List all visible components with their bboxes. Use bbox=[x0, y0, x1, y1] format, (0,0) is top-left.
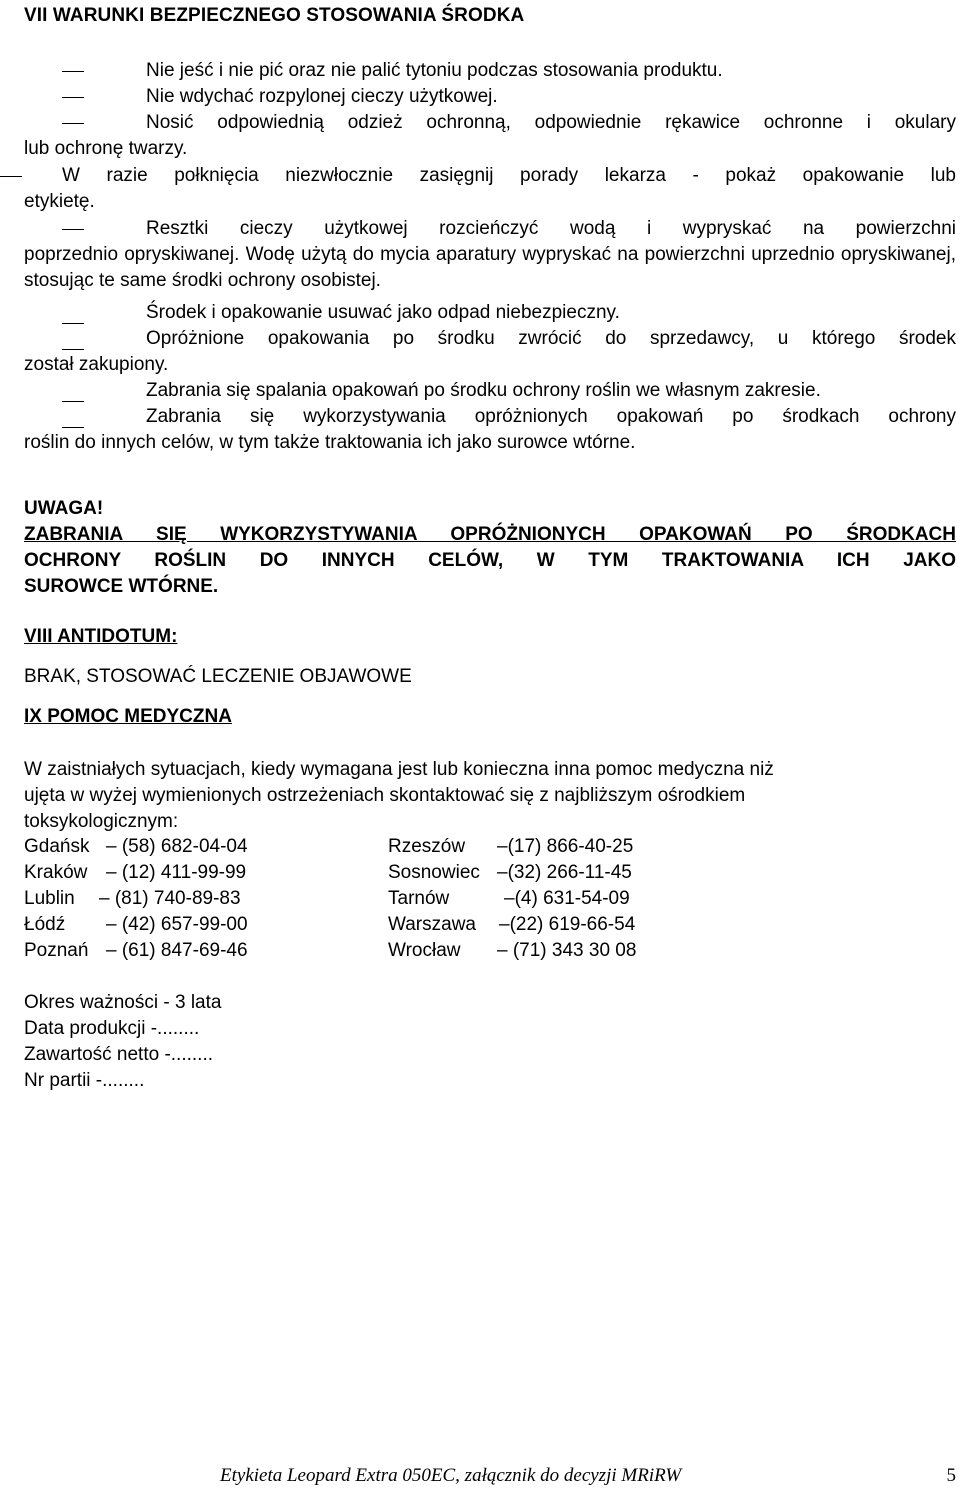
safety-item-text: Środek i opakowanie usuwać jako odpad niebezpieczny. bbox=[146, 302, 620, 323]
center-phone: – (61) 847-69-46 bbox=[106, 940, 248, 961]
center-phone: – (42) 657-99-00 bbox=[106, 914, 248, 935]
net-content: Zawartość netto -........ bbox=[24, 1044, 214, 1065]
center-city: Tarnów bbox=[388, 888, 450, 909]
center-city: Rzeszów bbox=[388, 836, 466, 857]
safety-item-continuation: roślin do innych celów, w tym także traktowania ich jako surowce wtórne. bbox=[24, 432, 636, 453]
safety-item-text: Nie jeść i nie pić oraz nie palić tytoniu podczas stosowania produktu. bbox=[146, 60, 723, 81]
center-city: Kraków bbox=[24, 862, 88, 883]
safety-item-text: Nosić odpowiednią odzież ochronną, odpowiednie rękawice ochronne i okulary bbox=[146, 112, 956, 133]
page-footer bbox=[220, 1464, 956, 1488]
production-date: Data produkcji -........ bbox=[24, 1018, 200, 1039]
batch-number: Nr partii -........ bbox=[24, 1070, 145, 1091]
center-phone: –(32) 266-11-45 bbox=[497, 862, 632, 883]
center-phone: –(17) 866-40-25 bbox=[497, 836, 634, 857]
center-city: Łódź bbox=[24, 914, 66, 935]
center-phone: – (71) 343 30 08 bbox=[497, 940, 637, 961]
center-phone: – (12) 411-99-99 bbox=[106, 862, 247, 883]
center-city: Poznań bbox=[24, 940, 89, 961]
center-city: Sosnowiec bbox=[388, 862, 480, 883]
safety-item-continuation: lub ochronę twarzy. bbox=[24, 138, 188, 159]
warning-line-1: ZABRANIA SIĘ WYKORZYSTYWANIA OPRÓŻNIONYCH OPAKOWAŃ PO ŚRODKACH bbox=[24, 524, 956, 545]
center-city: Gdańsk bbox=[24, 836, 90, 857]
section-9-title: IX POMOC MEDYCZNA bbox=[24, 706, 232, 727]
safety-item-6 bbox=[24, 300, 956, 326]
warning-line-2: OCHRONY ROŚLIN DO INNYCH CELÓW, W TYM TRAKTOWANIA ICH JAKO bbox=[24, 550, 956, 571]
safety-item-continuation: poprzednio opryskiwanej. Wodę użytą do mycia aparatury wypryskać na powierzchni uprzednio opryskiwanej, stosując te same środki ochrony osobistej. bbox=[24, 244, 956, 291]
section-7-title: VII WARUNKI BEZPIECZNEGO STOSOWANIA ŚRODKA bbox=[24, 5, 525, 26]
safety-item-text: Opróżnione opakowania po środku zwrócić do sprzedawcy, u którego środek bbox=[146, 328, 956, 349]
safety-item-5 bbox=[24, 216, 956, 294]
safety-item-3 bbox=[24, 110, 956, 162]
section-8-title: VIII ANTIDOTUM: bbox=[24, 626, 178, 647]
safety-item-continuation: etykietę. bbox=[24, 191, 95, 212]
safety-item-text: Nie wdychać rozpylonej cieczy użytkowej. bbox=[146, 86, 498, 107]
safety-item-8 bbox=[24, 378, 956, 404]
safety-item-4 bbox=[24, 163, 956, 215]
center-phone: –(22) 619-66-54 bbox=[499, 914, 636, 935]
safety-item-1 bbox=[24, 58, 956, 84]
safety-item-7 bbox=[24, 326, 956, 378]
medical-help-line-3: toksykologicznym: bbox=[24, 811, 179, 832]
medical-help-line-2: ujęta w wyżej wymienionych ostrzeżeniach skontaktować się z najbliższym ośrodkiem bbox=[24, 785, 746, 806]
safety-item-9 bbox=[24, 404, 956, 456]
center-city: Lublin bbox=[24, 888, 75, 909]
center-city: Wrocław bbox=[388, 940, 461, 961]
center-city: Warszawa bbox=[388, 914, 476, 935]
antidote-text: BRAK, STOSOWAĆ LECZENIE OBJAWOWE bbox=[24, 666, 412, 687]
footer-text: Etykieta Leopard Extra 050EC, załącznik do decyzji MRiRW bbox=[220, 1465, 682, 1486]
safety-item-text: Zabrania się spalania opakowań po środku ochrony roślin we własnym zakresie. bbox=[146, 380, 821, 401]
warning-label: UWAGA! bbox=[24, 498, 104, 519]
safety-item-2 bbox=[24, 84, 956, 110]
dash-bullet-icon bbox=[0, 176, 22, 177]
safety-item-text: W razie połknięcia niezwłocznie zasięgnij porady lekarza - pokaż opakowanie lub bbox=[62, 165, 956, 186]
medical-help-line-1: W zaistniałych sytuacjach, kiedy wymagana jest lub konieczna inna pomoc medyczna niż bbox=[24, 759, 774, 780]
page-number: 5 bbox=[946, 1465, 956, 1486]
warning-line-3: SUROWCE WTÓRNE. bbox=[24, 576, 219, 597]
safety-item-text: Resztki cieczy użytkowej rozcieńczyć wodą i wypryskać na powierzchni bbox=[146, 218, 956, 239]
center-phone: – (58) 682-04-04 bbox=[106, 836, 248, 857]
shelf-life: Okres ważności - 3 lata bbox=[24, 992, 222, 1013]
center-phone: – (81) 740-89-83 bbox=[99, 888, 241, 909]
safety-item-text: Zabrania się wykorzystywania opróżnionych opakowań po środkach ochrony bbox=[146, 406, 956, 427]
safety-item-continuation: został zakupiony. bbox=[24, 354, 169, 375]
center-phone: –(4) 631-54-09 bbox=[504, 888, 630, 909]
